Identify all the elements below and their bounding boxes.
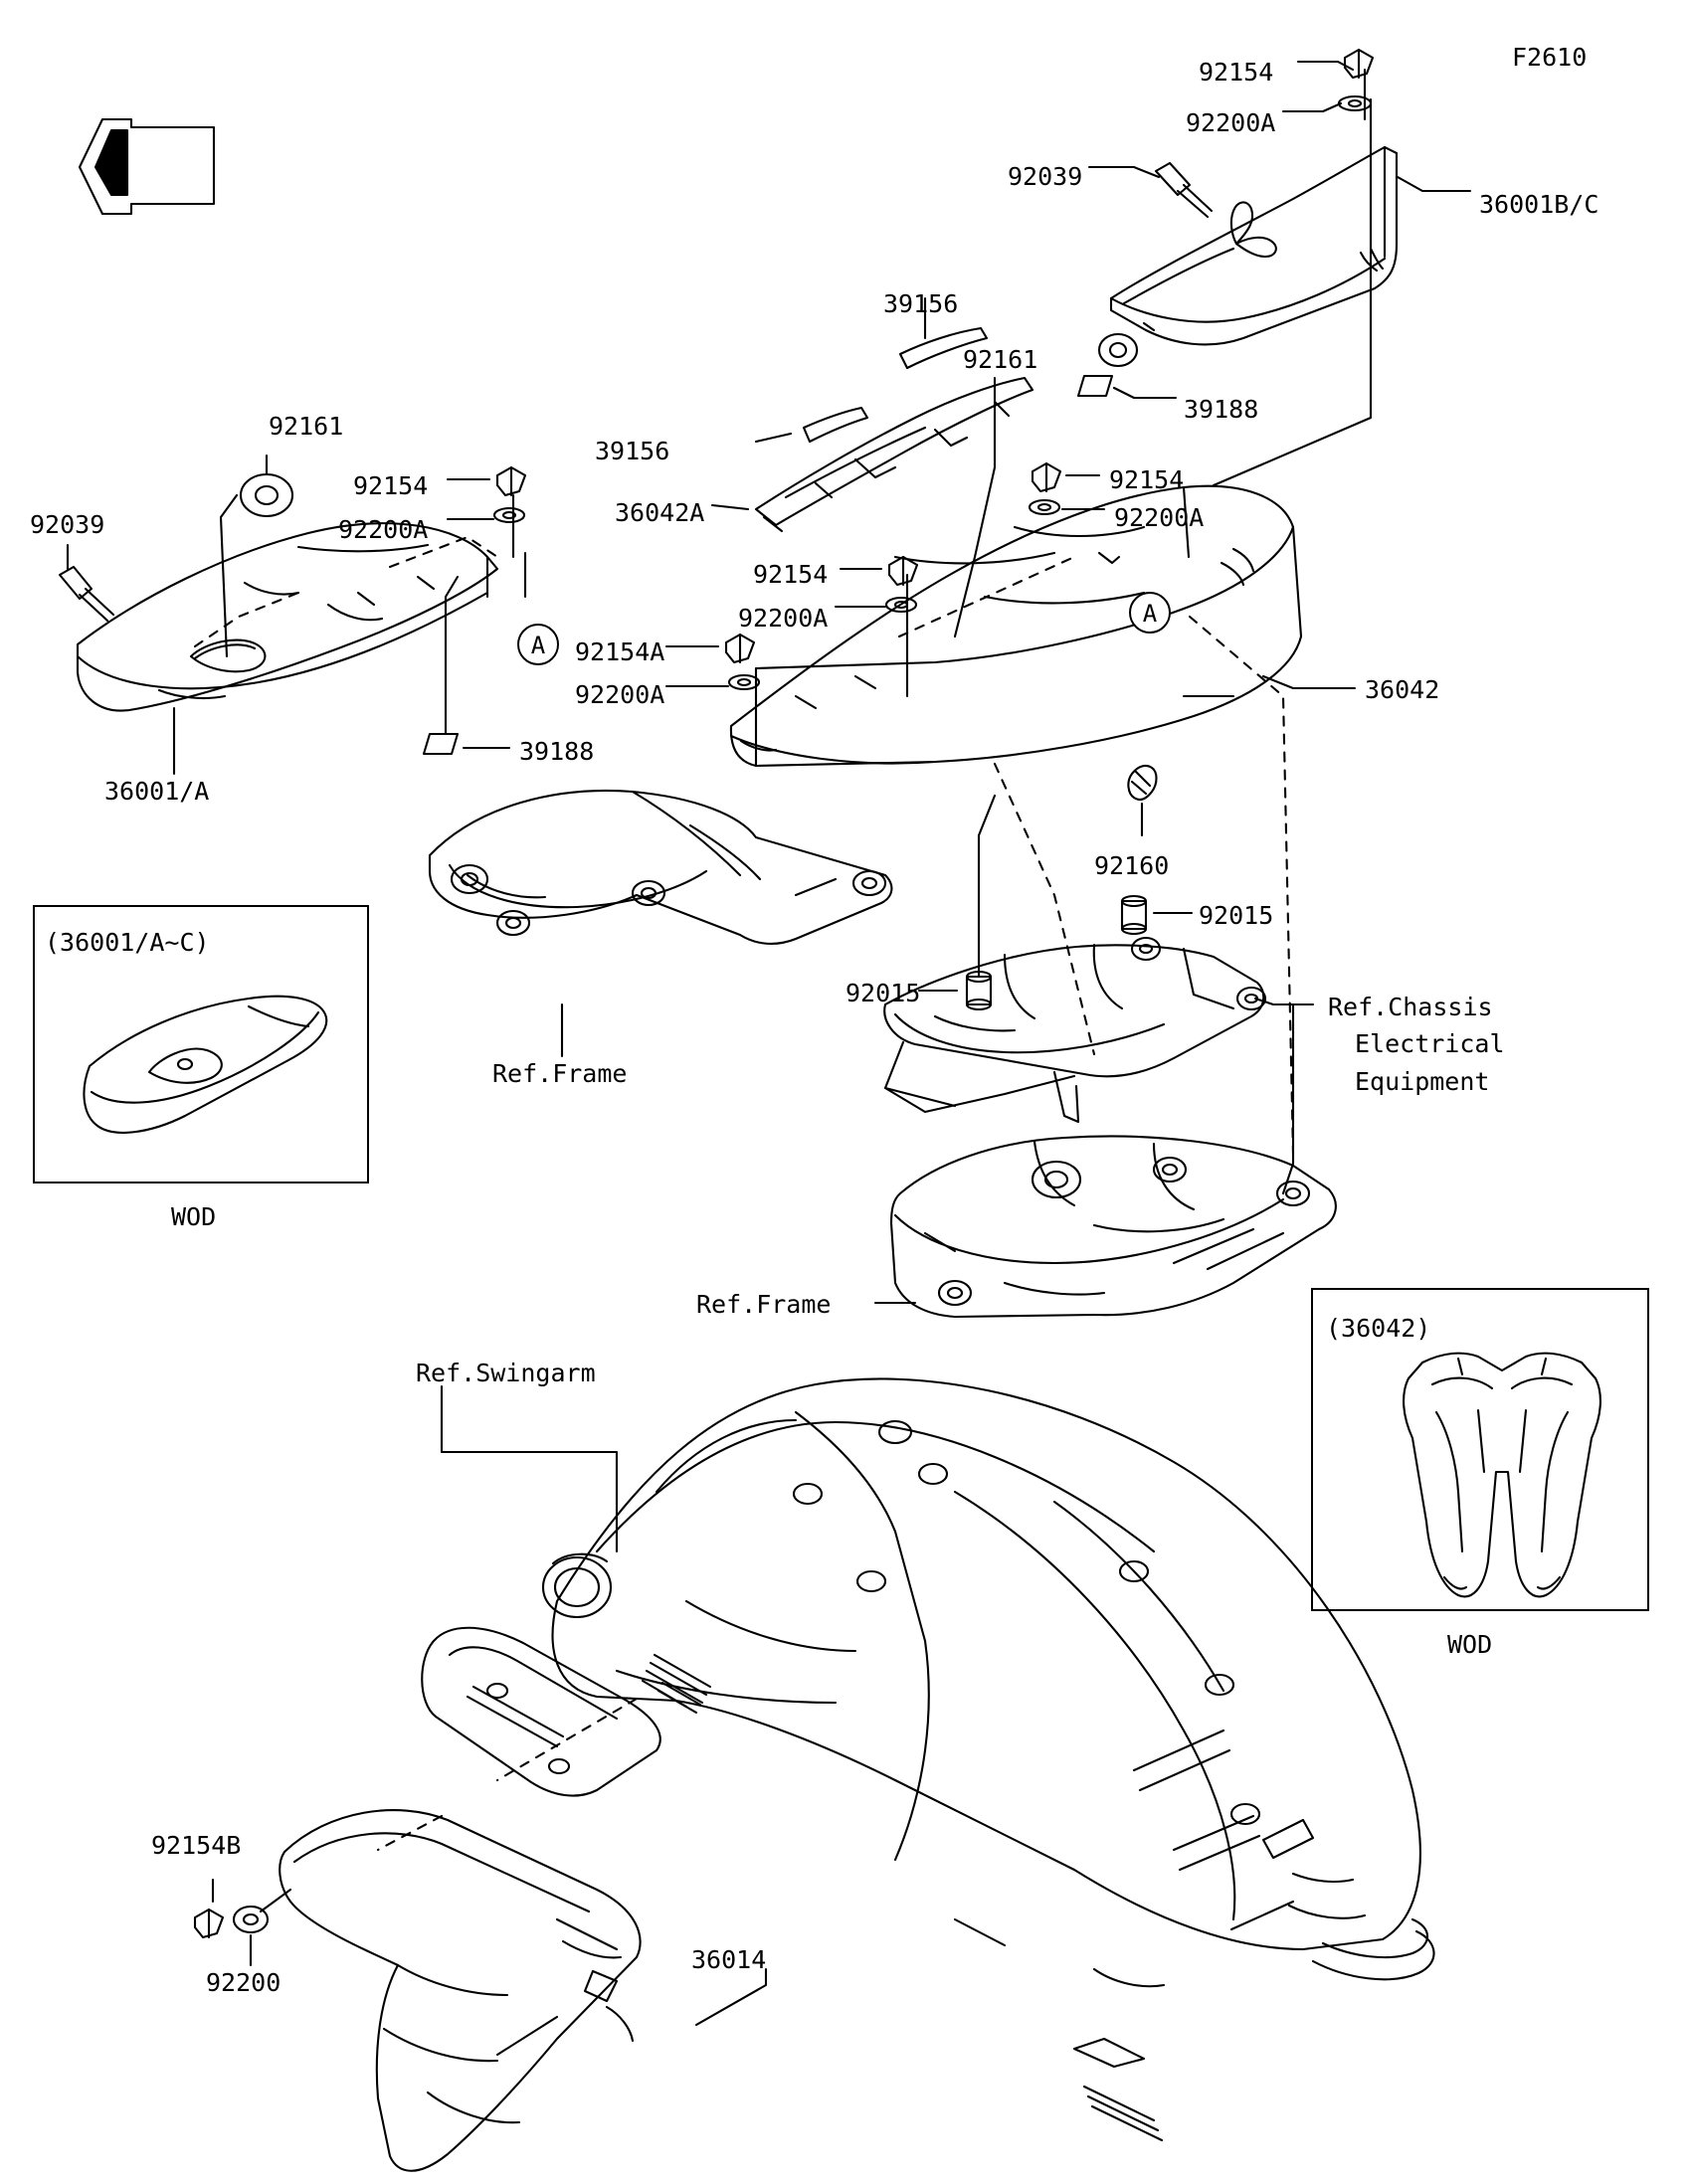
callout-92200a-left: 92200A [338,515,429,544]
fastener-39188-right [1078,376,1112,396]
fastener-92154b [195,1910,223,1937]
callout-92154-midright: 92154 [1109,465,1185,494]
fastener-39188-left [424,734,458,754]
part-swingarm-pivot [543,1554,611,1617]
callout-92039-left: 92039 [30,510,105,539]
fastener-92154-mid-right [1033,463,1060,491]
callout-36014: 36014 [691,1945,767,1974]
fastener-92160 [1128,766,1156,800]
part-electrical-tray [884,938,1265,1122]
fastener-92161-left [241,474,292,516]
leader-36042 [1263,676,1355,688]
callout-92200a-midright: 92200A [1114,503,1205,532]
callout-92015-lower: 92015 [846,979,921,1007]
fastener-92200a-top [1339,96,1371,110]
leader-92200-to-part [261,1890,290,1911]
leader-ref-swingarm [442,1386,617,1551]
fastener-92154-top [1345,50,1373,78]
fastener-92154-left [497,467,525,495]
callout-92161-center: 92161 [963,345,1038,374]
callout-ref-swingarm: Ref.Swingarm [416,1359,596,1387]
part-36014-chain-cover [280,1810,640,2171]
callout-92160: 92160 [1094,851,1170,880]
callout-ref-electrical: Electrical [1355,1029,1505,1058]
callout-92154-left: 92154 [353,471,429,500]
callout-92039-upper: 92039 [1008,162,1083,191]
callout-92200a-top: 92200A [1186,108,1276,137]
marker-a-left: A [517,624,559,665]
callout-ref-frame-sub: Ref.Frame [696,1290,832,1319]
callout-92015-upper: 92015 [1199,901,1274,930]
callout-92154b: 92154B [151,1831,242,1860]
front-arrow-badge [80,119,214,214]
diagram-code: F2610 [1512,43,1588,72]
fastener-92200a-mid-right [1030,500,1059,514]
fastener-92154-mid-left [889,557,917,585]
callout-92154-midleft: 92154 [753,560,829,589]
inset-caption-36042: WOD [1447,1630,1493,1659]
callout-92200a-lower: 92200A [575,680,665,709]
callout-92200: 92200 [206,1968,282,1997]
part-ref-frame-subframe [891,1136,1336,1317]
callout-ref-frame-side: Ref.Frame [492,1059,628,1088]
callout-39156-lower: 39156 [595,437,670,465]
callout-ref-chassis: Ref.Chassis [1328,993,1493,1021]
part-chain [643,1655,710,1713]
callout-ref-equipment: Equipment [1355,1067,1490,1096]
inset-title-36042: (36042) [1326,1314,1431,1343]
part-39156-strip-lower [804,408,867,442]
callout-39156-upper: 39156 [883,289,959,318]
fastener-92200a-left [494,508,524,522]
part-36001bc-seat-cowl [1111,147,1397,344]
fastener-92015-upper [1122,896,1146,934]
leader-92015-up [979,796,995,977]
inset-title-36001: (36001/A~C) [45,928,210,957]
callout-92154-top: 92154 [1199,58,1274,87]
callout-36001a: 36001/A [104,777,210,806]
fastener-92200a-left-lower [729,675,759,689]
callout-92161-left: 92161 [269,412,344,441]
part-36042a-cover [756,378,1033,531]
part-ref-frame-side-cover [430,791,891,944]
fastener-92039-left [60,567,113,621]
inset-caption-36001: WOD [171,1202,217,1231]
leaders-upper-right [1089,62,1470,485]
callout-36042a: 36042A [615,498,705,527]
callout-36001bc: 36001B/C [1479,190,1599,219]
leader-36014 [696,1969,766,2025]
part-chain-guard [422,1628,660,1796]
fastener-92039-upper [1156,163,1212,217]
marker-a-right: A [1129,592,1171,634]
leaders-39156 [756,298,925,442]
fastener-92161-center [1099,334,1137,366]
fastener-92154a [726,635,754,662]
part-36001a-cowl [78,523,497,710]
leader-92161-left-down [221,495,237,656]
callout-36042: 36042 [1365,675,1440,704]
callout-92154a: 92154A [575,637,665,666]
callout-92200a-midleft: 92200A [738,604,829,633]
callout-39188-left: 39188 [519,737,595,766]
leader-36042a [712,505,748,509]
callout-39188-right: 39188 [1184,395,1259,424]
part-swingarm-assembly [553,1378,1434,2140]
